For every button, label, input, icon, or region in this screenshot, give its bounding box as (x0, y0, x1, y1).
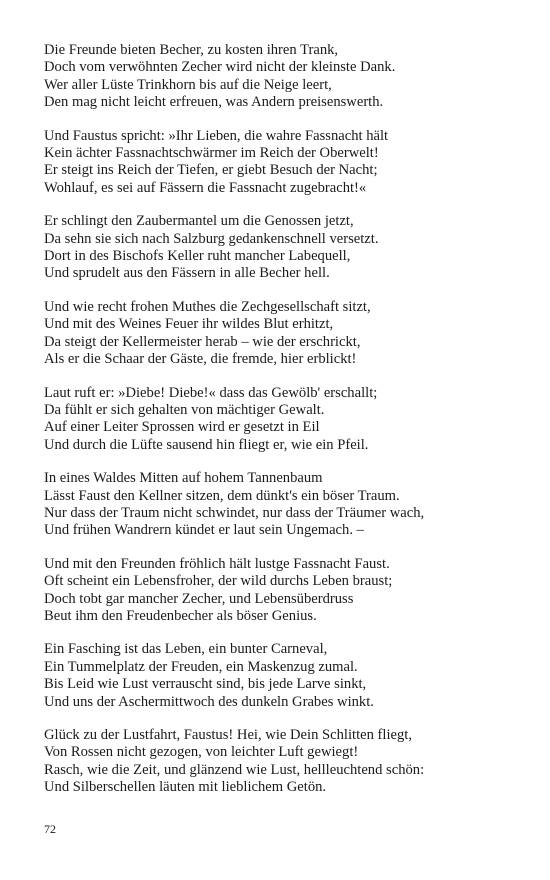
verse-line: In eines Waldes Mitten auf hohem Tannenbaum (44, 470, 323, 487)
verse-line: Und Faustus spricht: »Ihr Lieben, die wahre Fassnacht hält (44, 127, 389, 144)
stanza-2 (44, 128, 514, 198)
verse-line: Doch vom verwöhnten Zecher wird nicht der kleinste Dank. (44, 59, 396, 76)
stanza-4 (44, 299, 514, 369)
verse-line: Lässt Faust den Kellner sitzen, dem dünkt's ein böser Traum. (44, 487, 400, 504)
stanza-7 (44, 556, 514, 626)
verse-line: Da steigt der Kellermeister herab – wie der erschrickt, (44, 333, 361, 350)
verse-line: Und durch die Lüfte sausend hin fliegt er, wie ein Pfeil. (44, 436, 369, 453)
verse-line: Da sehn sie sich nach Salzburg gedankenschnell versetzt. (44, 230, 379, 247)
verse-line: Glück zu der Lustfahrt, Faustus! Hei, wie Dein Schlitten fliegt, (44, 727, 413, 743)
verse-line: Und sprudelt aus den Fässern in alle Becher hell. (44, 265, 330, 282)
verse-line: Und mit des Weines Feuer ihr wildes Blut erhitzt, (44, 316, 334, 333)
verse-line: Laut ruft er: »Diebe! Diebe!« dass das Gewölb' erschallt; (44, 384, 378, 401)
verse-line: Wer aller Lüste Trinkhorn bis auf die Neige leert, (44, 76, 332, 93)
verse-line: Auf einer Leiter Sprossen wird er gesetzt in Eil (44, 419, 320, 436)
stanza-6 (44, 470, 514, 540)
verse-line: Ein Fasching ist das Leben, ein bunter Carneval, (44, 641, 328, 658)
verse-line: Als er die Schaar der Gäste, die fremde, hier erblickt! (44, 351, 357, 368)
verse-line: Den mag nicht leicht erfreuen, was Andern preisenswerth. (44, 94, 384, 111)
stanza-1 (44, 42, 514, 112)
verse-line: Bis Leid wie Lust verrauscht sind, bis jede Larve sinkt, (44, 676, 367, 693)
verse-line: Und frühen Wandrern kündet er laut sein Ungemach. – (44, 522, 364, 539)
verse-line: Er steigt ins Reich der Tiefen, er giebt Besuch der Nacht; (44, 162, 378, 179)
verse-line: Doch tobt gar mancher Zecher, und Lebensüberdruss (44, 590, 354, 607)
verse-line: Und Silberschellen läuten mit lieblichem Getön. (44, 779, 327, 796)
verse-line: Dort in des Bischofs Keller ruht mancher Labequell, (44, 248, 351, 265)
verse-line: Und mit den Freunden fröhlich hält lustge Fassnacht Faust. (44, 555, 390, 572)
page-number: 72 (44, 822, 56, 836)
verse-line: Oft scheint ein Lebensfroher, der wild durchs Leben braust; (44, 573, 393, 590)
verse-line: Wohlauf, es sei auf Fässern die Fassnacht zugebracht!« (44, 179, 367, 196)
verse-line: Und wie recht frohen Muthes die Zechgesellschaft sitzt, (44, 298, 371, 315)
verse-line: Beut ihm den Freudenbecher als böser Genius. (44, 607, 317, 624)
verse-line: Die Freunde bieten Becher, zu kosten ihren Trank, (44, 42, 339, 58)
stanza-5 (44, 385, 514, 455)
verse-line: Er schlingt den Zaubermantel um die Genossen jetzt, (44, 213, 354, 230)
verse-line: Da fühlt er sich gehalten von mächtiger Gewalt. (44, 401, 325, 418)
verse-line: Und uns der Aschermittwoch des dunkeln Grabes winkt. (44, 693, 374, 710)
poem-text (44, 42, 514, 813)
verse-line: Nur dass der Traum nicht schwindet, nur dass der Träumer wach, (44, 504, 425, 521)
verse-line: Von Rossen nicht gezogen, von leichter Luft gewiegt! (44, 744, 359, 761)
stanza-3 (44, 213, 514, 283)
verse-line: Kein ächter Fassnachtschwärmer im Reich der Oberwelt! (44, 145, 379, 162)
stanza-8 (44, 641, 514, 711)
verse-line: Rasch, wie die Zeit, und glänzend wie Lust, hellleuchtend schön: (44, 761, 425, 778)
verse-line: Ein Tummelplatz der Freuden, ein Maskenzug zumal. (44, 658, 358, 675)
stanza-9 (44, 727, 514, 797)
